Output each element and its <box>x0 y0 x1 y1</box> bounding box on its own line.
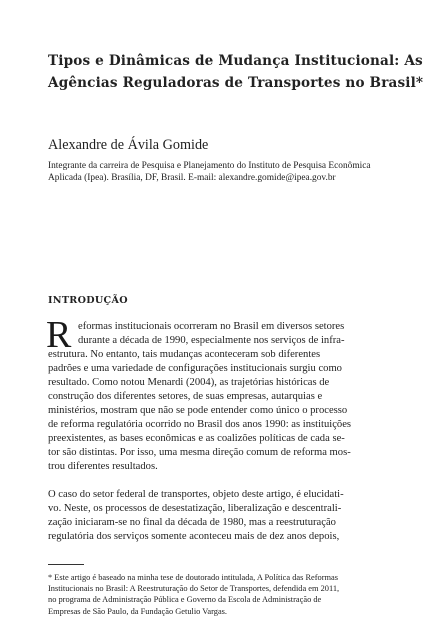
paragraph-2-line: regulatória dos serviços somente aconteceu mais de dez anos depois, <box>48 531 340 542</box>
paragraph-1-line: de reforma regulatória ocorrido no Brasil dos anos 1990: as instituições <box>48 419 352 430</box>
affiliation-line-2: Aplicada (Ipea). Brasília, DF, Brasil. E-mail: alexandre.gomide@ipea.gov.br <box>48 173 336 183</box>
paragraph-2-line: zação iniciaram-se no final da década de 1980, mas a reestruturação <box>48 517 336 528</box>
paragraph-2-line: O caso do setor federal de transportes, objeto deste artigo, é elucidati- <box>48 489 344 500</box>
paragraph-1-line: ministérios, mostram que não se pode entender como único o processo <box>48 405 348 416</box>
footnote-divider <box>48 564 84 565</box>
section-heading: INTRODUÇÃO <box>48 295 128 306</box>
author-affiliation <box>48 160 398 184</box>
author-name: Alexandre de Ávila Gomide <box>48 137 209 153</box>
paragraph-1-line: trou diferentes resultados. <box>48 461 158 472</box>
footnote-line-2: Institucionais no Brasil: A Reestruturação do Setor de Transportes, defendida em 2011, <box>48 584 340 594</box>
paragraph-1-line: preexistentes, as bases econômicas e as coalizões políticas de cada se- <box>48 433 345 444</box>
footnote-line-3: no programa de Administração Pública e Governo da Escola de Administração de <box>48 595 322 605</box>
paragraph-1-line: estrutura. No entanto, tais mudanças aconteceram sob diferentes <box>48 349 321 360</box>
paragraph-1-line: eformas institucionais ocorreram no Brasil em diversos setores <box>78 321 345 332</box>
drop-cap: R <box>46 314 72 356</box>
footnote <box>48 572 396 617</box>
paragraph-1-line: padrões e uma variedade de configurações institucionais surgiu como <box>48 363 342 374</box>
title-line-2: Agências Reguladoras de Transportes no Brasil* <box>48 75 424 91</box>
paragraph-1-line: construção dos diferentes setores, de suas empresas, autarquias e <box>48 391 323 402</box>
article-title <box>48 50 424 94</box>
affiliation-line-1: Integrante da carreira de Pesquisa e Planejamento do Instituto de Pesquisa Econômica <box>48 161 371 171</box>
footnote-line-4: Empresas de São Paulo, da Fundação Getulio Vargas. <box>48 606 228 616</box>
title-line-1: Tipos e Dinâmicas de Mudança Institucional: As <box>48 53 423 69</box>
paragraph-1-line: resultado. Como notou Menardi (2004), as trajetórias históricas de <box>48 377 330 388</box>
paragraph-1-line: tor são distintas. Por isso, uma mesma direção comum de reforma mos- <box>48 447 351 458</box>
paragraph-2-line: vo. Neste, os processos de desestatização, liberalização e descentrali- <box>48 503 342 514</box>
footnote-line-1: * Este artigo é baseado na minha tese de doutorado intitulada, A Política das Reformas <box>48 573 339 582</box>
paragraph-1-line: durante a década de 1990, especialmente nos serviços de infra- <box>78 335 345 346</box>
